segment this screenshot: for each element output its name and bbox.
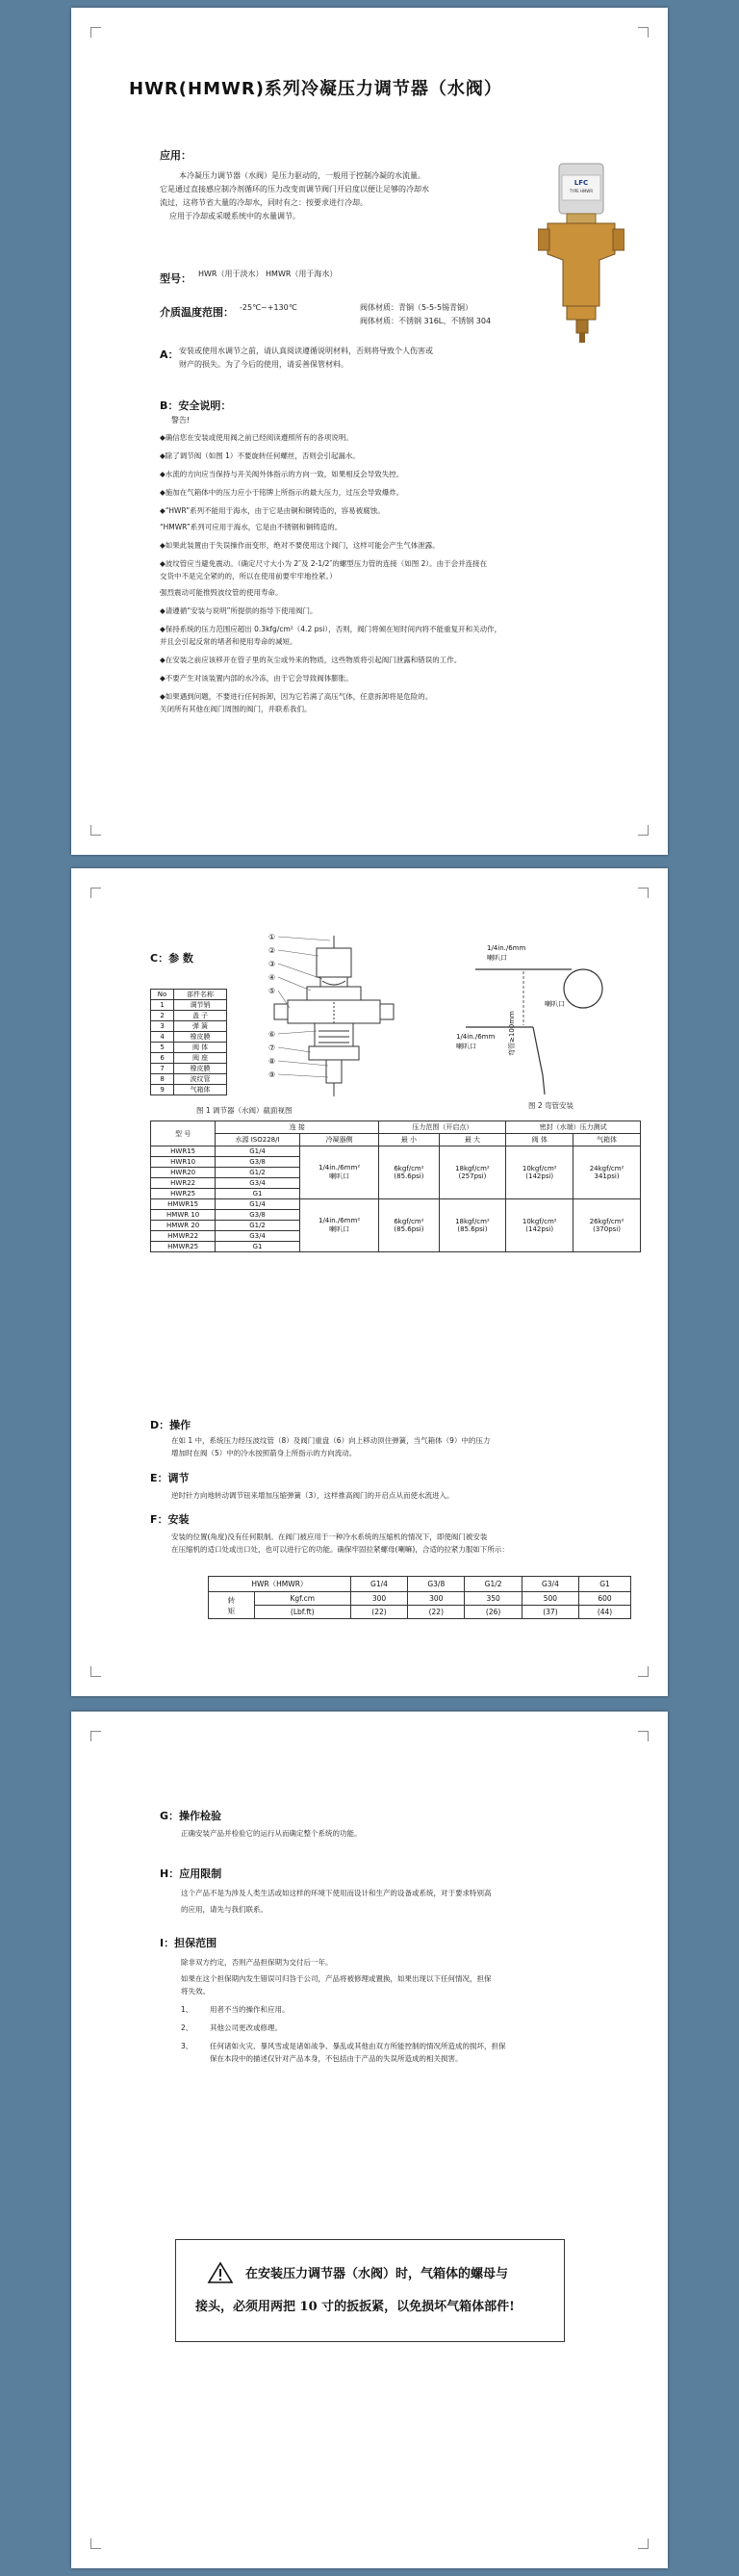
section-h-text: 这个产品不是为涉及人类生活或如这样的环境下使用而设计和生产的设备或系统，对于要求特别高 的应用，请先与我们联系。 <box>181 1889 492 1914</box>
list-item: ◆保持系统的压力范围应超出 0.3kfg/cm²（4.2 psi），否则，阀门将倾在短时间内将不能重复开和关动作， <box>160 625 502 633</box>
svg-text:②: ② <box>268 946 276 955</box>
list-item: ◆在安装之前应该移开在管子里的灰尘或外来的物质，这些物质将引起阀门泄露和错误的工作。 <box>160 656 462 664</box>
installation-warning-box <box>175 2239 565 2342</box>
valve-cross-section-diagram <box>268 931 432 1104</box>
section-g-text: 正确安装产品并检验它的运行从而确定整个系统的功能。 <box>181 1829 362 1838</box>
table-row: HMWR25 G1 <box>151 1242 641 1252</box>
figure-2-caption: 图 2 弯管安装 <box>528 1101 574 1110</box>
list-item: ◆如果此装置由于失误操作而变形，绝对不要使用这个阀门，这样可能会产生气体泄露。 <box>160 541 440 550</box>
section-d-heading: D：操作 <box>150 1419 191 1431</box>
svg-text:TYPE HMWR: TYPE HMWR <box>569 189 594 193</box>
svg-text:喇叭口: 喇叭口 <box>545 1000 565 1008</box>
figure-1-caption: 图 1 调节器（水阀）截面视图 <box>196 1106 293 1115</box>
list-item: ◆施加在气箱体中的压力应小于铭牌上所指示的最大压力，过压会导致爆炸。 <box>160 488 404 497</box>
svg-text:③: ③ <box>268 960 276 968</box>
svg-text:⑧: ⑧ <box>268 1057 276 1066</box>
svg-text:喇叭口: 喇叭口 <box>487 954 507 962</box>
section-h-heading: H：应用限制 <box>160 1868 222 1880</box>
list-item: ◆除了调节阀（如图 1）不要旋转任何螺丝，否则会引起漏水。 <box>160 451 360 460</box>
svg-text:喇叭口: 喇叭口 <box>456 1043 476 1050</box>
section-i-text: 除非双方约定，否则产品担保期为交付后一年。 如果在这个担保期内发生错误可归咎于公司，产品将被修理或置换，如果出现以下任何情况，担保 将失效。 1、 用者不当的操作和应用。 2、 其他公司更改或修理。 3、 任何诸如火灾、暴风雪或是诸如战争、暴乱或其他由双方所能控制的情况所造成的损坏，担保 保在本段中的描述仅针对产品本身，不包括由于产品的失误所造成的相关损害。 <box>181 1956 633 2065</box>
list-item: 关闭所有其他在阀门周围的阀门，并联系我们。 <box>160 705 312 713</box>
section-f-text: 安装的位置(角度)没有任何限制。在阀门被应用于一种冷水系统的压缩机的情况下，即使阀门被安装 在压缩机的适口处或出口处，也可以进行它的功能。确保牢固拉紧螺母(喇嘛)，合适的拉紧力服如下所示： <box>171 1533 509 1554</box>
list-item: “HMWR”系列可应用于海水，它是由不锈钢和铜铸造的。 <box>160 523 343 531</box>
model-value: HWR（用于淡水） HMWR（用于海水） <box>198 270 338 278</box>
table-row: HMWR22 G3/4 <box>151 1231 641 1242</box>
section-c-heading: C：参 数 <box>150 952 193 965</box>
svg-text:弯管≥100mm: 弯管≥100mm <box>508 1011 516 1056</box>
section-i-heading: I：担保范围 <box>160 1937 217 1949</box>
warning-triangle-icon <box>207 2261 234 2284</box>
list-item: ◆波纹管应当避免震动。（确定尺寸大小为 2″及 2-1/2″的螺型压力管的连接（如图 2）。由于会并连接在 <box>160 559 488 568</box>
section-d-text: 在如 1 中，系统压力经压波纹管（8）及阀门重盘（6）向上移动顶住弹簧，当气箱体（9）中的压力 增加时在阀（5）中的冷水按照箭身上所指示的方向流动。 <box>171 1436 491 1457</box>
parts-table: No 部件名称 1 调节销 2 盖 子 3 弹 簧 4 橡皮膜 5 阀 体 6 阀 座 7 橡皮膜 8 波纹管 9 气箱体 <box>150 989 227 1095</box>
application-text: 本冷凝压力调节器（水阀）是压力驱动的，一般用于控制冷凝的水流量。 它是通过直接感应制冷剂循环的压力改变而调节阀门开启度以便让足够的冷却水 流过，这将节省大量的冷却水，同时有之：按要求进行冷却。 应用于冷却或采暖系统中的水量调节。 <box>160 171 429 220</box>
table-row: HWR25 G1 <box>151 1189 641 1199</box>
table-row: HWR15 G1/4 1/4in./6mm² 喇叭口 6kgf/cm² (85.6psi) 18kgf/cm² (257psi) 10kgf/cm² (142psi) 24kgf/cm² 341psi) <box>151 1146 641 1157</box>
svg-text:1/4in./6mm: 1/4in./6mm <box>487 944 526 952</box>
document-page-2 <box>71 868 668 1696</box>
table-row: HWR22 G3/4 <box>151 1178 641 1189</box>
table-row: HMWR15 G1/4 1/4in./6mm² 喇叭口 6kgf/cm² (85.6psi) 18kgf/cm² (85.6psi) 10kgf/cm² (142psi) 26kgf/cm² (370psi) <box>151 1199 641 1210</box>
document-page-1 <box>71 8 668 855</box>
list-item: 3、 任何诸如火灾、暴风雪或是诸如战争、暴乱或其他由双方所能控制的情况所造成的损坏，担保 <box>181 2042 506 2050</box>
svg-text:⑦: ⑦ <box>268 1043 276 1052</box>
section-b-heading: B：安全说明： <box>160 399 232 412</box>
section-a-label: A： <box>160 348 179 361</box>
list-item: ◆请遵循“安装与说明”所提供的指导下使用阀门。 <box>160 606 318 615</box>
table-row: HMWR 10 G3/8 <box>151 1210 641 1221</box>
table-row: HWR20 G1/2 <box>151 1168 641 1178</box>
list-item: 1、 用者不当的操作和应用。 <box>181 2005 290 2014</box>
list-item: ◆如果遇到问题，不要进行任何拆卸，因为它若满了高压气体，任意拆卸将是危险的。 <box>160 692 433 701</box>
valve-product-photo <box>538 162 624 345</box>
list-item: ◆水流的方向应当保持与开关阀外体指示的方向一致，如果相反会导致失控。 <box>160 470 404 478</box>
document-page-3 <box>71 1712 668 2568</box>
svg-text:④: ④ <box>268 973 276 982</box>
list-item: ◆不要产生对该装置内部的水冷冻，由于它会导致阀体膨胀。 <box>160 674 353 683</box>
temperature-value: -25℃~+130℃ <box>240 303 297 312</box>
section-e-heading: E：调节 <box>150 1472 190 1484</box>
page-title: HWR(HMWR)系列冷凝压力调节器（水阀） <box>129 79 502 99</box>
warning-text-line-1: 在安装压力调节器（水阀）时，气箱体的螺母与 <box>245 2267 509 2281</box>
svg-text:⑤: ⑤ <box>268 987 276 995</box>
svg-text:⑨: ⑨ <box>268 1070 276 1079</box>
material-lines: 阀体材质：青铜（5-5-5锡青铜） 阀体材质：不锈钢 316L、不锈钢 304 <box>360 303 492 325</box>
list-item: 2、 其他公司更改或修理。 <box>181 2023 282 2032</box>
list-item: ◆“HWR”系列不能用于海水，由于它是由铜和铜铸造的，容易被腐蚀。 <box>160 506 385 515</box>
table-row: HWR10 G3/8 <box>151 1157 641 1168</box>
warning-text-line-2: 接头，必须用两把 10 寸的扳扳紧，以免损坏气箱体部件! <box>195 2300 515 2314</box>
temperature-label: 介质温度范围： <box>160 306 234 319</box>
model-label: 型号： <box>160 272 191 285</box>
svg-text:LFC: LFC <box>573 179 589 187</box>
section-a-text: 安装或使用水调节之前，请认真阅读遵循说明材料，否则将导致个人伤害或 财产的损失。为了今后的使用，请妥善保管材料。 <box>179 347 433 369</box>
svg-text:①: ① <box>268 933 276 941</box>
section-g-heading: G：操作检验 <box>160 1810 222 1822</box>
list-item: 交货中不是完全紧的的，所以在使用前要牢牢地拴紧。） <box>160 572 337 580</box>
svg-text:1/4in./6mm: 1/4in./6mm <box>456 1033 496 1041</box>
pipe-installation-diagram <box>456 931 610 1104</box>
list-item: 强烈震动可能推毁波纹管的使用寿命。 <box>160 588 283 597</box>
section-f-heading: F：安装 <box>150 1513 190 1526</box>
table-row: HMWR 20 G1/2 <box>151 1221 641 1231</box>
section-e-text: 逆时针方向地转动调节钮来增加压缩弹簧（3），这样推高阀门的开启点从而使水流进入。 <box>171 1491 454 1500</box>
list-item: 并且会引起反常的堵者和使用寿命的减短。 <box>160 637 297 646</box>
list-item: ◆确信您在安装或使用阀之前已经阅读遵照所有的各项说明。 <box>160 433 353 442</box>
torque-table: HWR（HMWR） G1/4 G3/8 G1/2 G3/4 G1 转 矩 Kgf.cm 300 300 350 500 600 (Lbf.ft) (22) (22) (26) (37) (44) <box>208 1576 631 1619</box>
safety-list <box>160 431 631 715</box>
application-heading: 应用： <box>160 149 191 162</box>
specification-table: 型 号 连 接 压力范围（开启点） 密封（水端）压力测试 水源 ISO228/I 冷凝器侧 最 小 最 大 阀 体 气箱体 HWR15 G1/4 1/4in./6mm² 喇叭口 6kgf/cm² (85.6psi) 18kgf/cm² (257psi) 10kgf/cm² (142psi) 24kgf/cm² 341psi) HWR10 G3/8 HWR20 G1/2 HWR22 G3/4 HWR25 G1 HMWR15 G1/4 1/4in./6mm² 喇叭口 6kgf/cm² (85.6psi) 18kgf/cm² (85.6psi) 10kgf/cm² (142psi) 26kgf/cm² (370psi) HMWR 10 G3/8 HMWR 20 G1/2 HMWR22 G3/4 HMWR25 G1 <box>150 1121 641 1252</box>
warning-label: 警告! <box>171 416 191 425</box>
svg-text:⑥: ⑥ <box>268 1030 276 1039</box>
